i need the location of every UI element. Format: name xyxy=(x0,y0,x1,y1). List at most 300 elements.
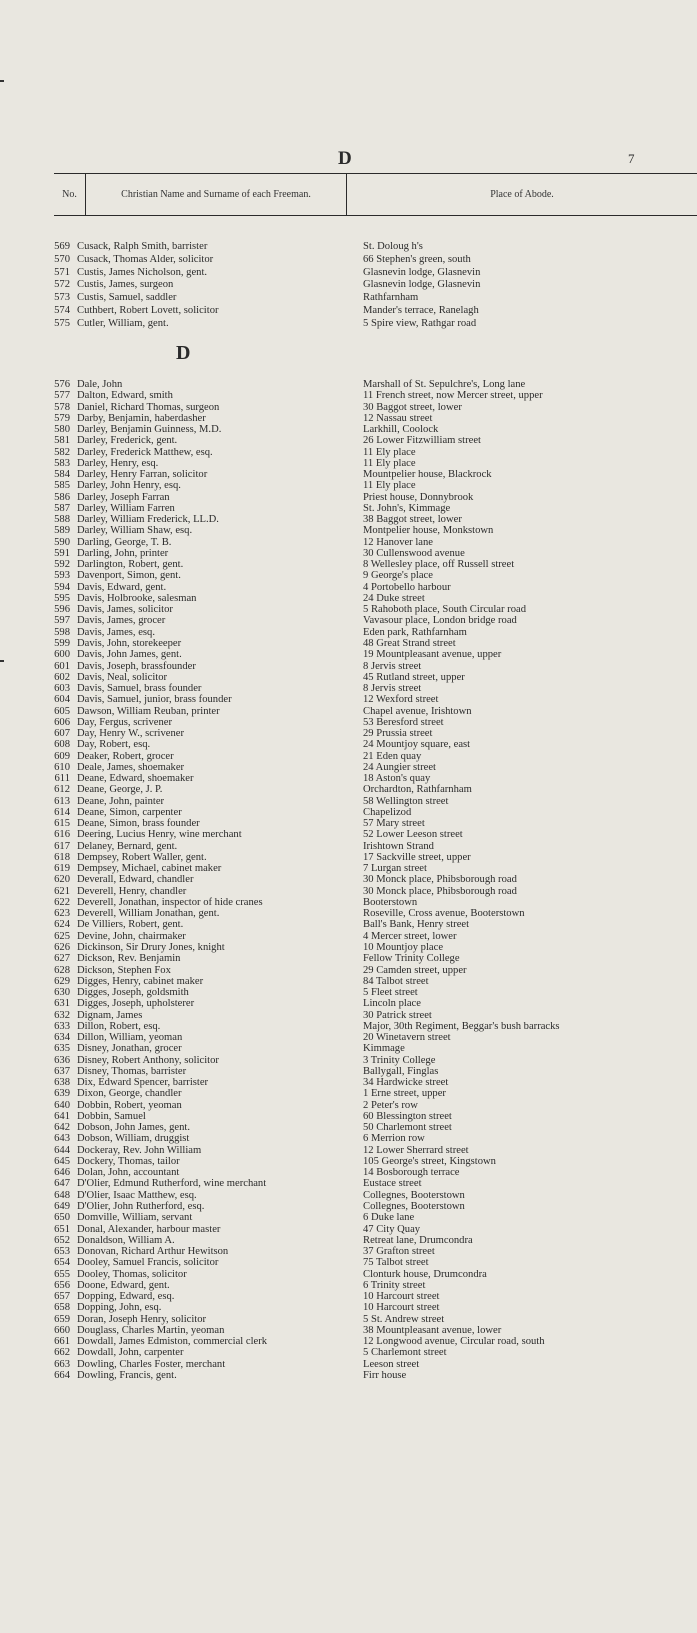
entry-abode: Mountpelier house, Blackrock xyxy=(363,469,492,481)
entry-name: Dempsey, Robert Waller, gent. xyxy=(77,851,207,863)
entry-number: 636 xyxy=(54,1054,70,1066)
entry-number: 614 xyxy=(54,806,70,818)
entry-abode: 66 Stephen's green, south xyxy=(363,253,471,265)
entry-name: Dix, Edward Spencer, barrister xyxy=(77,1077,209,1089)
entry-abode: Firr house xyxy=(363,1369,407,1381)
entry-name: Deaker, Robert, grocer xyxy=(77,750,174,762)
entry-number: 634 xyxy=(54,1032,70,1044)
entry-name: Dawson, William Reuban, printer xyxy=(77,705,220,717)
entry-number: 588 xyxy=(54,514,70,526)
entry-number: 619 xyxy=(54,863,70,875)
entry-name: Dooley, Thomas, solicitor xyxy=(77,1268,187,1280)
entry-name: Davis, James, esq. xyxy=(77,626,155,638)
entry-number: 596 xyxy=(54,604,70,616)
entry-abode: 60 Blessington street xyxy=(363,1110,452,1122)
entry-abode: 12 Nassau street xyxy=(363,412,433,424)
entry-abode: 7 Lurgan street xyxy=(363,863,427,875)
entry-abode: 38 Mountpleasant avenue, lower xyxy=(363,1324,502,1336)
entry-name: Darley, William Frederick, LL.D. xyxy=(77,514,219,526)
entry-number: 640 xyxy=(54,1099,70,1111)
entry-number: 615 xyxy=(54,818,70,830)
entry-abode: 52 Lower Leeson street xyxy=(363,829,463,841)
entry-abode: St. Doloug h's xyxy=(363,241,423,252)
entry-abode: 4 Portobello harbour xyxy=(363,581,451,593)
entry-abode: 24 Duke street xyxy=(363,592,425,604)
entry-name: Doone, Edward, gent. xyxy=(77,1279,170,1291)
entry-name: Dockery, Thomas, tailor xyxy=(77,1155,180,1167)
entry-number: 612 xyxy=(54,784,70,796)
header-bottom-rule xyxy=(54,215,697,216)
entry-abode: 45 Rutland street, upper xyxy=(363,671,465,683)
entry-abode: 2 Peter's row xyxy=(363,1099,418,1111)
entry-abode: 26 Lower Fitzwilliam street xyxy=(363,435,481,447)
entry-name: Custis, James, surgeon xyxy=(77,279,174,291)
entry-number: 603 xyxy=(54,683,70,695)
entry-abode: 53 Beresford street xyxy=(363,716,444,728)
entry-number: 602 xyxy=(54,671,70,683)
entry-abode: 18 Aston's quay xyxy=(363,773,431,785)
entry-number: 580 xyxy=(54,424,70,436)
entry-number: 651 xyxy=(54,1223,70,1235)
entry-number: 600 xyxy=(54,649,70,661)
entry-number: 661 xyxy=(54,1336,70,1348)
entry-abode: 6 Trinity street xyxy=(363,1279,426,1291)
margin-mark xyxy=(0,660,4,662)
entry-number: 625 xyxy=(54,930,70,942)
entry-name: Dowdall, John, carpenter xyxy=(77,1347,184,1359)
entry-abode: 5 Fleet street xyxy=(363,987,418,999)
entry-name: D'Olier, Isaac Matthew, esq. xyxy=(77,1189,197,1201)
column-header-abode: Place of Abode. xyxy=(490,189,554,200)
page-letter-heading: D xyxy=(338,148,352,169)
entry-abode: 5 St. Andrew street xyxy=(363,1313,445,1325)
entry-number: 637 xyxy=(54,1065,70,1077)
entry-name: Deane, Simon, carpenter xyxy=(77,806,182,818)
entry-name: Dolan, John, accountant xyxy=(77,1167,180,1179)
entry-number: 592 xyxy=(54,559,70,571)
margin-mark xyxy=(0,80,4,82)
entry-name: Darley, Henry Farran, solicitor xyxy=(77,469,208,481)
entry-number: 635 xyxy=(54,1043,70,1055)
entry-abode: 21 Eden quay xyxy=(363,750,422,762)
entry-abode: 24 Mountjoy square, east xyxy=(363,739,471,751)
entry-name: Davenport, Simon, gent. xyxy=(77,570,181,582)
entry-name: Dixon, George, chandler xyxy=(77,1088,182,1100)
entry-name: Disney, Thomas, barrister xyxy=(77,1065,187,1077)
entry-abode: Chapelizod xyxy=(363,806,412,818)
entry-abode: Clonturk house, Drumcondra xyxy=(363,1268,487,1280)
entry-abode: Glasnevin lodge, Glasnevin xyxy=(363,266,481,278)
entry-number: 575 xyxy=(54,317,70,329)
entry-abode: 10 Mountjoy place xyxy=(363,942,444,953)
entry-name: Dignam, James xyxy=(77,1009,143,1021)
entry-abode: Eustace street xyxy=(363,1178,422,1190)
entry-name: Dickson, Stephen Fox xyxy=(77,964,171,976)
entry-name: Darling, George, T. B. xyxy=(77,536,172,548)
entry-abode: 10 Harcourt street xyxy=(363,1291,440,1303)
entry-number: 593 xyxy=(54,570,70,582)
entry-abode: 47 City Quay xyxy=(363,1223,421,1235)
entry-number: 572 xyxy=(54,279,70,291)
entry-name: D'Olier, John Rutherford, esq. xyxy=(77,1200,205,1212)
entry-number: 626 xyxy=(54,942,70,953)
entry-name: Davis, Neal, solicitor xyxy=(77,671,168,683)
header-top-rule xyxy=(54,173,697,174)
entry-name: Davis, Samuel, junior, brass founder xyxy=(77,694,232,706)
entry-number: 608 xyxy=(54,739,70,751)
entry-number: 570 xyxy=(54,253,70,265)
column-header-no: No. xyxy=(62,189,77,200)
entry-name: Davis, Holbrooke, salesman xyxy=(77,592,197,604)
entry-number: 623 xyxy=(54,908,70,920)
entry-name: Devine, John, chairmaker xyxy=(77,930,186,942)
entry-name: Dowdall, James Edmiston, commercial clerk xyxy=(77,1336,268,1348)
entry-row xyxy=(0,253,697,266)
entry-name: Darley, Joseph Farran xyxy=(77,491,170,503)
entry-number: 579 xyxy=(54,412,70,424)
entry-number: 629 xyxy=(54,975,70,987)
entry-abode: Marshall of St. Sepulchre's, Long lane xyxy=(363,379,526,390)
entry-number: 577 xyxy=(54,390,70,402)
entry-abode: 5 Charlemont street xyxy=(363,1347,447,1359)
entry-number: 638 xyxy=(54,1077,70,1089)
entry-number: 597 xyxy=(54,615,70,627)
entry-number: 624 xyxy=(54,919,70,931)
entry-row xyxy=(0,291,697,304)
entry-name: Davis, James, grocer xyxy=(77,615,166,627)
entry-number: 610 xyxy=(54,761,70,773)
entry-number: 618 xyxy=(54,851,70,863)
entry-number: 622 xyxy=(54,896,70,908)
entry-abode: 11 Ely place xyxy=(363,446,416,458)
entry-name: Darling, John, printer xyxy=(77,547,169,559)
entry-name: Doran, Joseph Henry, solicitor xyxy=(77,1313,207,1325)
entry-name: Davis, John, storekeeper xyxy=(77,637,182,649)
entry-name: De Villiers, Robert, gent. xyxy=(77,919,184,931)
entry-abode: 5 Rahoboth place, South Circular road xyxy=(363,604,526,616)
entry-number: 601 xyxy=(54,660,70,672)
entry-number: 594 xyxy=(54,581,70,593)
entry-name: Darley, Frederick, gent. xyxy=(77,435,178,447)
entry-name: Dooley, Samuel Francis, solicitor xyxy=(77,1257,219,1269)
entry-name: Domville, William, servant xyxy=(77,1212,193,1224)
entry-abode: 84 Talbot street xyxy=(363,975,429,987)
entry-abode: Irishtown Strand xyxy=(363,840,434,852)
entry-name: Cutler, William, gent. xyxy=(77,317,169,329)
entry-name: Davis, Samuel, brass founder xyxy=(77,683,202,695)
entry-abode: 29 Prussia street xyxy=(363,728,433,740)
entry-name: Dalton, Edward, smith xyxy=(77,390,173,402)
entry-abode: 12 Longwood avenue, Circular road, south xyxy=(363,1336,545,1348)
entry-number: 655 xyxy=(54,1268,70,1280)
entry-number: 630 xyxy=(54,987,70,999)
entry-abode: 30 Monck place, Phibsborough road xyxy=(363,885,517,897)
entry-name: Dickson, Rev. Benjamin xyxy=(77,953,181,965)
entry-abode: 12 Wexford street xyxy=(363,694,439,706)
entry-number: 583 xyxy=(54,457,70,469)
entry-number: 641 xyxy=(54,1110,70,1122)
entry-number: 578 xyxy=(54,401,70,413)
entry-abode: 6 Merrion row xyxy=(363,1133,425,1145)
entry-abode: 38 Baggot street, lower xyxy=(363,514,462,526)
entry-abode: Mander's terrace, Ranelagh xyxy=(363,305,479,316)
entry-abode: 11 Ely place xyxy=(363,457,416,469)
entry-name: Custis, Samuel, saddler xyxy=(77,292,177,304)
entry-name: Disney, Jonathan, grocer xyxy=(77,1043,182,1055)
entry-name: Dobbin, Samuel xyxy=(77,1110,146,1122)
entry-name: Disney, Robert Anthony, solicitor xyxy=(77,1054,219,1066)
entry-number: 607 xyxy=(54,728,70,740)
entry-abode: 105 George's street, Kingstown xyxy=(363,1155,496,1167)
entry-name: Douglass, Charles Martin, yeoman xyxy=(77,1324,225,1336)
entry-abode: Collegnes, Booterstown xyxy=(363,1200,465,1212)
entry-abode: 50 Charlemont street xyxy=(363,1122,452,1134)
entry-abode: 14 Bosborough terrace xyxy=(363,1167,460,1179)
entry-abode: 30 Patrick street xyxy=(363,1009,432,1021)
entry-number: 606 xyxy=(54,716,70,728)
entry-name: Dillon, William, yeoman xyxy=(77,1032,183,1044)
entry-number: 628 xyxy=(54,964,70,976)
entry-name: Davis, Edward, gent. xyxy=(77,581,167,593)
entry-name: Donal, Alexander, harbour master xyxy=(77,1223,221,1235)
entry-name: Darley, William Shaw, esq. xyxy=(77,525,193,537)
entry-number: 616 xyxy=(54,829,70,841)
entry-name: Day, Fergus, scrivener xyxy=(77,716,173,728)
entry-row xyxy=(0,1369,697,1382)
entry-number: 663 xyxy=(54,1358,70,1370)
entry-name: Dowling, Charles Foster, merchant xyxy=(77,1358,226,1370)
entry-name: Donovan, Richard Arthur Hewitson xyxy=(77,1246,229,1258)
entry-abode: 4 Mercer street, lower xyxy=(363,930,457,942)
entry-number: 573 xyxy=(54,292,70,304)
entry-name: Dillon, Robert, esq. xyxy=(77,1020,161,1032)
entry-name: Darley, Frederick Matthew, esq. xyxy=(77,446,213,458)
entry-abode: 30 Baggot street, lower xyxy=(363,401,462,413)
entry-name: Cusack, Ralph Smith, barrister xyxy=(77,241,208,252)
entry-number: 604 xyxy=(54,694,70,706)
entry-abode: 11 Ely place xyxy=(363,480,416,492)
entry-number: 659 xyxy=(54,1313,70,1325)
entry-abode: 1 Erne street, upper xyxy=(363,1088,446,1100)
entry-number: 627 xyxy=(54,953,70,965)
entry-row xyxy=(0,317,697,330)
entry-abode: 8 Jervis street xyxy=(363,683,422,695)
entry-abode: 19 Mountpleasant avenue, upper xyxy=(363,649,502,661)
section-heading: D xyxy=(176,342,191,364)
entry-abode: Eden park, Rathfarnham xyxy=(363,626,467,638)
entry-name: Deverell, Jonathan, inspector of hide cranes xyxy=(77,896,263,908)
entry-number: 611 xyxy=(54,773,70,785)
entry-abode: 30 Monck place, Phibsborough road xyxy=(363,874,517,886)
entry-number: 647 xyxy=(54,1178,70,1190)
entry-abode: Leeson street xyxy=(363,1358,420,1370)
entry-abode: Roseville, Cross avenue, Booterstown xyxy=(363,908,525,920)
entry-name: Dobson, William, druggist xyxy=(77,1133,190,1145)
entry-number: 585 xyxy=(54,480,70,492)
entry-abode: Chapel avenue, Irishtown xyxy=(363,705,472,717)
entry-name: Darley, John Henry, esq. xyxy=(77,480,181,492)
entry-number: 639 xyxy=(54,1088,70,1100)
entry-number: 620 xyxy=(54,874,70,886)
entry-number: 646 xyxy=(54,1167,70,1179)
entry-name: Deering, Lucius Henry, wine merchant xyxy=(77,829,242,841)
entry-name: Custis, James Nicholson, gent. xyxy=(77,266,208,278)
entry-number: 605 xyxy=(54,705,70,717)
entry-abode: 3 Trinity College xyxy=(363,1054,436,1066)
entry-number: 643 xyxy=(54,1133,70,1145)
entry-abode: 29 Camden street, upper xyxy=(363,964,467,976)
entry-abode: 12 Lower Sherrard street xyxy=(363,1144,469,1156)
entry-name: Davis, John James, gent. xyxy=(77,649,182,661)
entry-number: 653 xyxy=(54,1246,70,1258)
entry-number: 654 xyxy=(54,1257,70,1269)
entry-abode: Priest house, Donnybrook xyxy=(363,491,474,503)
entry-row xyxy=(0,304,697,317)
entry-number: 648 xyxy=(54,1189,70,1201)
entry-number: 589 xyxy=(54,525,70,537)
entry-number: 656 xyxy=(54,1279,70,1291)
entry-number: 581 xyxy=(54,435,70,447)
entry-abode: 8 Jervis street xyxy=(363,660,422,672)
entry-number: 632 xyxy=(54,1009,70,1021)
entry-name: Deane, Edward, shoemaker xyxy=(77,773,194,785)
entry-name: Darley, Henry, esq. xyxy=(77,457,159,469)
entry-abode: 37 Grafton street xyxy=(363,1246,435,1258)
entry-name: Deverell, Henry, chandler xyxy=(77,885,187,897)
entry-name: Day, Robert, esq. xyxy=(77,739,151,751)
page-number: 7 xyxy=(628,151,635,166)
entry-abode: Major, 30th Regiment, Beggar's bush barracks xyxy=(363,1020,560,1032)
entry-number: 631 xyxy=(54,998,70,1010)
entry-number: 587 xyxy=(54,502,70,514)
entry-number: 571 xyxy=(54,266,70,278)
entry-name: Daniel, Richard Thomas, surgeon xyxy=(77,401,220,413)
entry-abode: 34 Hardwicke street xyxy=(363,1077,449,1089)
entry-abode: 58 Wellington street xyxy=(363,795,449,807)
entry-number: 617 xyxy=(54,840,70,852)
entry-name: Deane, Simon, brass founder xyxy=(77,818,200,830)
entry-abode: Lincoln place xyxy=(363,998,421,1010)
entry-name: Donaldson, William A. xyxy=(77,1234,175,1246)
entry-number: 621 xyxy=(54,885,70,897)
entry-number: 582 xyxy=(54,446,70,458)
entry-abode: Vavasour place, London bridge road xyxy=(363,615,517,627)
entry-name: Deane, John, painter xyxy=(77,795,165,807)
entry-abode: Collegnes, Booterstown xyxy=(363,1189,465,1201)
entry-number: 591 xyxy=(54,547,70,559)
entry-number: 652 xyxy=(54,1234,70,1246)
entry-abode: Larkhill, Coolock xyxy=(363,424,439,436)
entry-number: 613 xyxy=(54,795,70,807)
entry-number: 590 xyxy=(54,536,70,548)
entry-abode: 10 Harcourt street xyxy=(363,1302,440,1314)
entry-number: 574 xyxy=(54,305,70,316)
entry-name: Dobbin, Robert, yeoman xyxy=(77,1099,182,1111)
entry-abode: 57 Mary street xyxy=(363,818,425,830)
entry-abode: 48 Great Strand street xyxy=(363,637,456,649)
entry-abode: 6 Duke lane xyxy=(363,1212,415,1224)
entry-name: Deane, George, J. P. xyxy=(77,784,163,796)
entry-number: 599 xyxy=(54,637,70,649)
entry-name: Dale, John xyxy=(77,379,123,390)
entry-number: 660 xyxy=(54,1324,70,1336)
entry-name: Dickinson, Sir Drury Jones, knight xyxy=(77,942,225,953)
entry-number: 664 xyxy=(54,1369,70,1381)
entry-name: Dobson, John James, gent. xyxy=(77,1122,190,1134)
entry-abode: 12 Hanover lane xyxy=(363,536,434,548)
entry-name: Day, Henry W., scrivener xyxy=(77,728,184,740)
entry-abode: 5 Spire view, Rathgar road xyxy=(363,317,477,329)
entry-abode: 8 Wellesley place, off Russell street xyxy=(363,559,515,571)
entry-name: Davis, James, solicitor xyxy=(77,604,173,616)
entry-name: Davis, Joseph, brassfounder xyxy=(77,660,196,672)
entry-number: 650 xyxy=(54,1212,70,1224)
entry-name: Darlington, Robert, gent. xyxy=(77,559,184,571)
entry-abode: Rathfarnham xyxy=(363,292,419,304)
entry-number: 609 xyxy=(54,750,70,762)
entry-name: Deverall, Edward, chandler xyxy=(77,874,194,886)
entry-name: Darby, Benjamin, haberdasher xyxy=(77,412,206,424)
entry-row xyxy=(0,266,697,279)
entry-name: Digges, Joseph, goldsmith xyxy=(77,987,189,999)
entry-abode: 75 Talbot street xyxy=(363,1257,429,1269)
entry-row xyxy=(0,240,697,253)
entry-abode: St. John's, Kimmage xyxy=(363,502,451,514)
entry-number: 633 xyxy=(54,1020,70,1032)
entry-name: Digges, Joseph, upholsterer xyxy=(77,998,195,1010)
entry-number: 569 xyxy=(54,241,70,252)
entry-abode: Booterstown xyxy=(363,896,418,908)
entry-abode: 24 Aungier street xyxy=(363,761,436,773)
entry-number: 595 xyxy=(54,592,70,604)
entry-name: Dowling, Francis, gent. xyxy=(77,1369,177,1381)
entry-name: Deverell, William Jonathan, gent. xyxy=(77,908,220,920)
entry-number: 662 xyxy=(54,1347,70,1359)
entry-number: 658 xyxy=(54,1302,70,1314)
entry-name: Dopping, John, esq. xyxy=(77,1302,162,1314)
entry-number: 598 xyxy=(54,626,70,638)
entry-abode: Montpelier house, Monkstown xyxy=(363,525,494,537)
entry-abode: Retreat lane, Drumcondra xyxy=(363,1234,473,1246)
entry-abode: 17 Sackville street, upper xyxy=(363,851,471,863)
column-header-name: Christian Name and Surname of each Freeman. xyxy=(121,189,311,200)
entry-abode: 20 Winetavern street xyxy=(363,1032,451,1044)
entry-name: Delaney, Bernard, gent. xyxy=(77,840,178,852)
entry-abode: 30 Cullenswood avenue xyxy=(363,547,465,559)
entry-name: Cuthbert, Robert Lovett, solicitor xyxy=(77,305,219,316)
entry-name: Darley, Benjamin Guinness, M.D. xyxy=(77,424,222,436)
entry-name: Cusack, Thomas Alder, solicitor xyxy=(77,253,214,265)
entry-name: Deale, James, shoemaker xyxy=(77,761,185,773)
entry-name: Digges, Henry, cabinet maker xyxy=(77,975,204,987)
entry-number: 576 xyxy=(54,379,70,390)
entry-number: 642 xyxy=(54,1122,70,1134)
entry-name: D'Olier, Edmund Rutherford, wine merchant xyxy=(77,1178,267,1190)
entry-row xyxy=(0,278,697,291)
entry-abode: Ball's Bank, Henry street xyxy=(363,919,470,931)
entry-number: 584 xyxy=(54,469,70,481)
entry-number: 657 xyxy=(54,1291,70,1303)
entry-number: 586 xyxy=(54,491,70,503)
entry-abode: 9 George's place xyxy=(363,570,433,582)
entry-name: Dempsey, Michael, cabinet maker xyxy=(77,863,222,875)
entry-abode: 11 French street, now Mercer street, upper xyxy=(363,390,543,402)
entry-abode: Ballygall, Finglas xyxy=(363,1065,439,1077)
entry-abode: Fellow Trinity College xyxy=(363,953,460,965)
entry-name: Darley, William Farren xyxy=(77,502,175,514)
entry-number: 645 xyxy=(54,1155,70,1167)
entry-number: 644 xyxy=(54,1144,70,1156)
